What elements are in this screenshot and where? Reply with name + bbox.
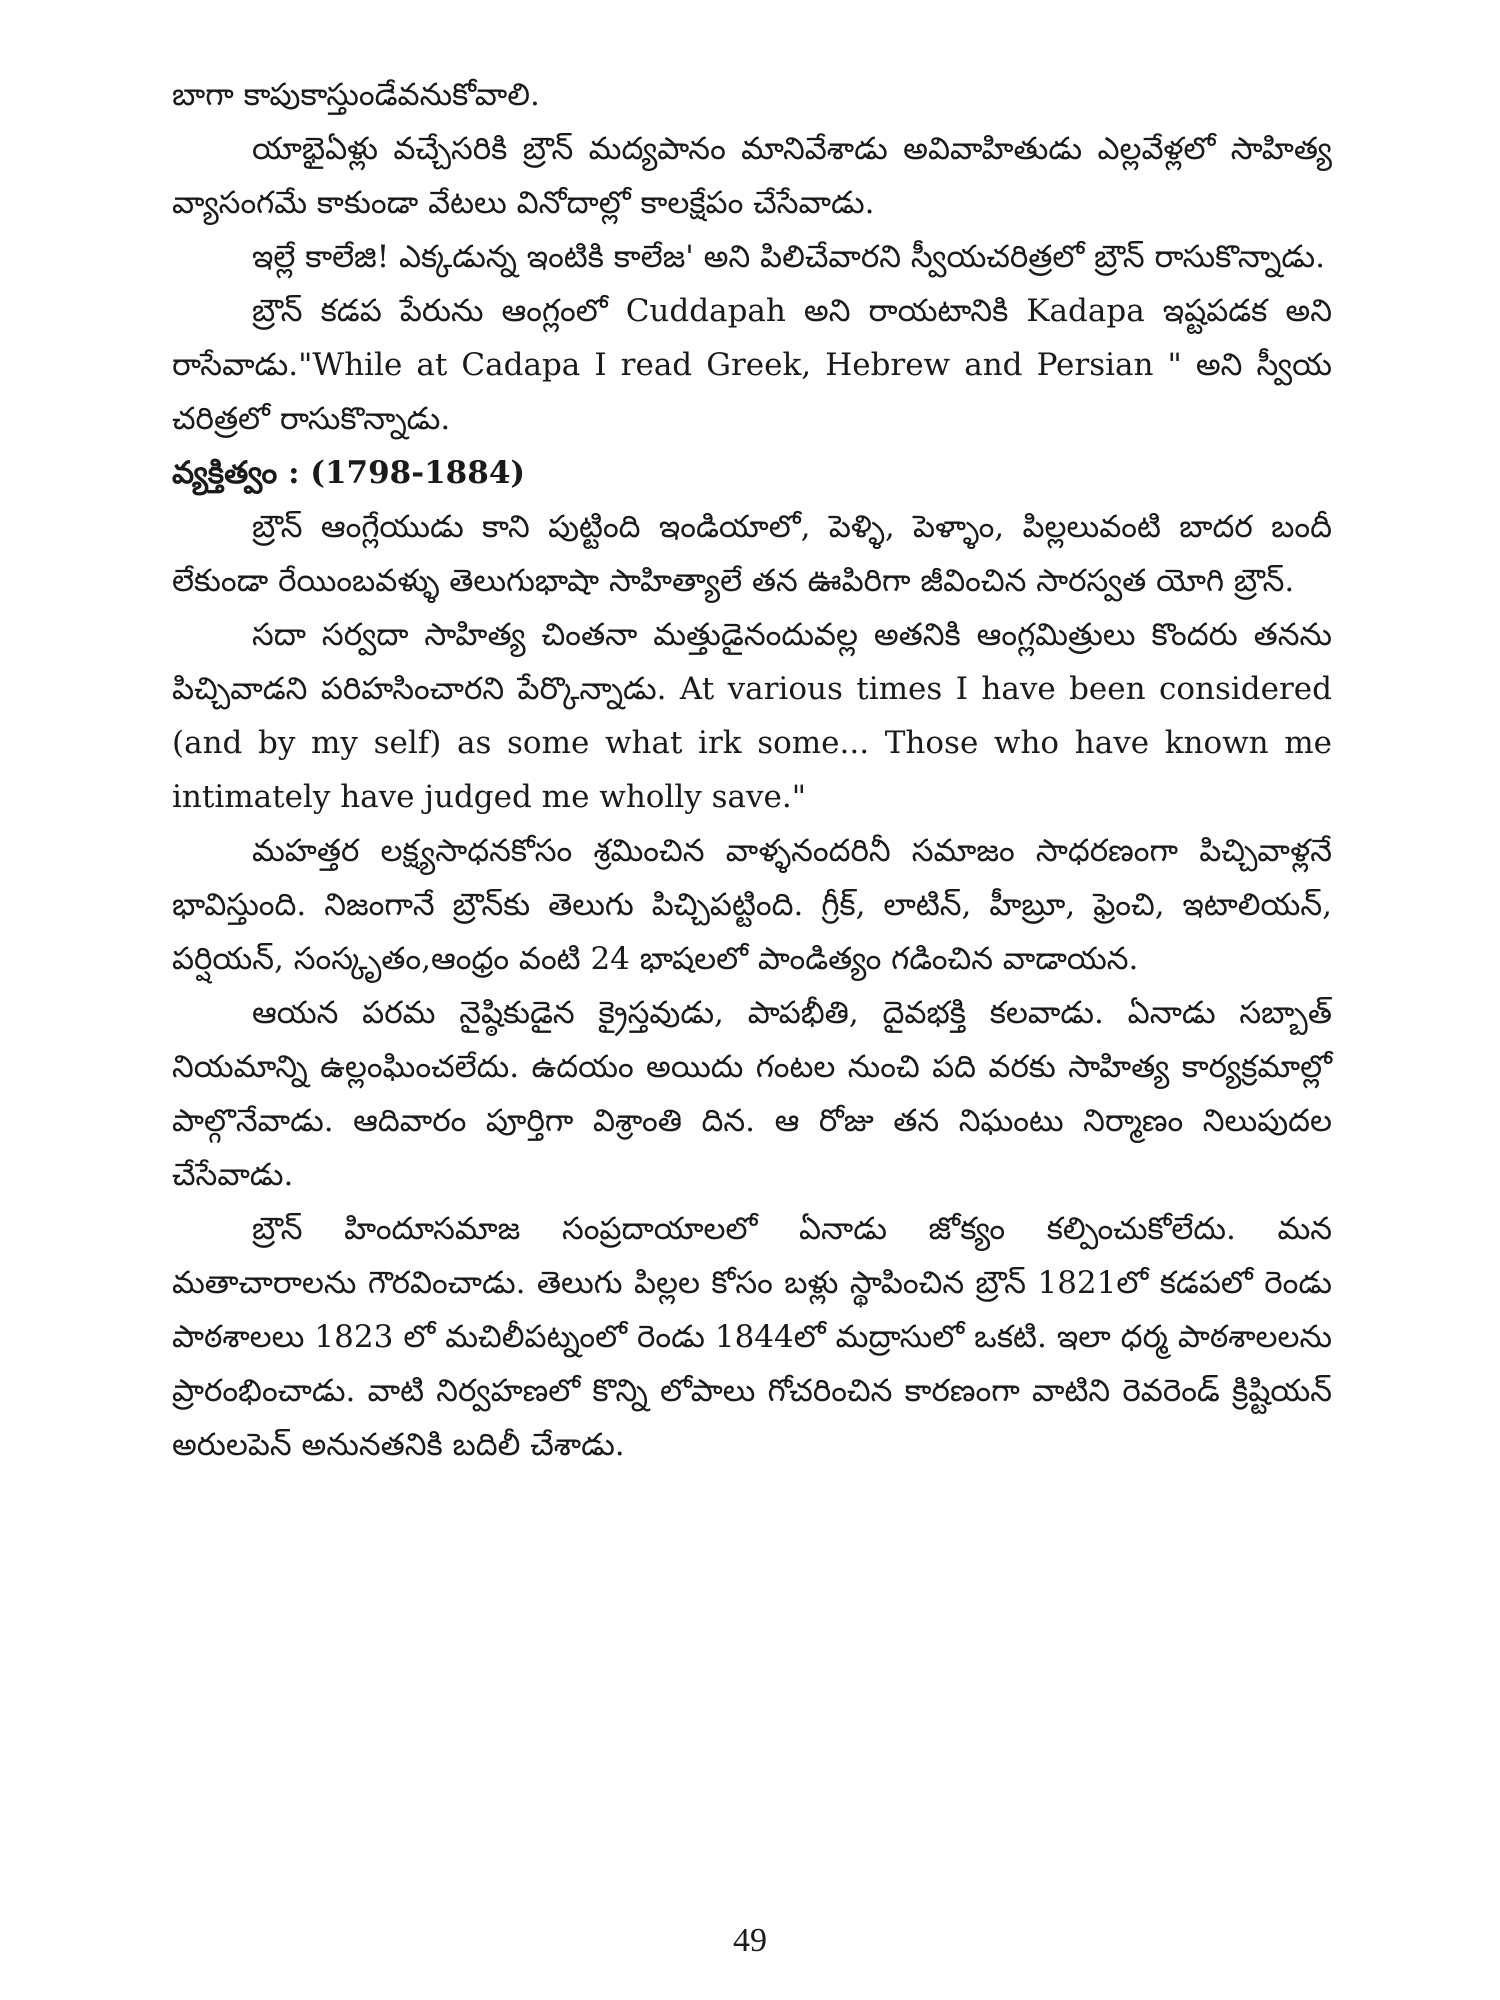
paragraph-continuation: బాగా కాపుకాస్తుండేవనుకోవాలి.: [172, 77, 540, 113]
section-heading: వ్యక్తిత్వం : (1798-1884): [172, 455, 526, 491]
paragraph-languages: మహత్తర లక్ష్యసాధనకోసం శ్రమించిన వాళ్ళనందరినీ సమాజం సాధరణంగా పిచ్చివాళ్లనే భావిస్తుంది. నిజంగానే బ్రౌన్‌కు తెలుగు పిచ్చిపట్టింది. గ్రీక్, లాటిన్, హీబ్రూ, ఫ్రెంచి, ఇటాలియన్, పర్షియన్, సంస్కృతం,ఆంధ్రం వంటి 24 భాషలలో పాండిత్యం గడించిన వాడాయన.: [172, 833, 1332, 977]
page-body: [172, 68, 1332, 1472]
paragraph-schools: బ్రౌన్ హిందూసమాజ సంప్రదాయాలలో ఏనాడు జోక్యం కల్పించుకోలేదు. మన మతాచారాలను గౌరవించాడు. తెలుగు పిల్లల కోసం బళ్లు స్థాపించిన బ్రౌన్ 1821లో కడపలో రెండు పాఠశాలలు 1823 లో మచిలీపట్నంలో రెండు 1844లో మద్రాసులో ఒకటి. ఇలా ధర్మ పాఠశాలలను ప్రారంభించాడు. వాటి నిర్వహణలో కొన్ని లోపాలు గోచరించిన కారణంగా వాటిని రెవరెండ్ క్రిష్టియన్ అరులపెన్ అనునతనికి బదిలీ చేశాడు.: [172, 1211, 1332, 1463]
paragraph-college: ఇల్లే కాలేజి! ఎక్కడున్న ఇంటికి కాలేజ' అని పిలిచేవారని స్వీయచరిత్రలో బ్రౌన్ రాసుకొన్నాడు.: [252, 239, 1325, 275]
paragraph-madman: సదా సర్వదా సాహిత్య చింతనా మత్తుడైనందువల్ల అతనికి ఆంగ్లమిత్రులు కొందరు తనను పిచ్చివాడని పరిహసించారని పేర్కొన్నాడు. At various times I have been considered (and by my self) as some what irk some... Those who have known me intimately have judged me wholly save.": [172, 617, 1332, 815]
paragraph-personality: బ్రౌన్ ఆంగ్లేయుడు కాని పుట్టింది ఇండియాలో, పెళ్ళి, పెళ్ళాం, పిల్లలువంటి బాదర బందీ లేకుండా రేయింబవళ్ళు తెలుగుభాషా సాహిత్యాలే తన ఊపిరిగా జీవించిన సారస్వత యోగి బ్రౌన్.: [172, 509, 1332, 599]
paragraph-drinking: యాభైఏళ్లు వచ్చేసరికి బ్రౌన్ మద్యపానం మానివేశాడు అవివాహితుడు ఎల్లవేళ్లలో సాహిత్య వ్యాసంగమే కాకుండా వేటలు వినోదాల్లో కాలక్షేపం చేసేవాడు.: [172, 131, 1332, 221]
page-number: 49: [733, 1922, 767, 1959]
paragraph-christian: ఆయన పరమ నైష్ఠికుడైన క్రైస్తవుడు, పాపభీతి, దైవభక్తి కలవాడు. ఏనాడు సబ్బాత్ నియమాన్ని ఉల్లంఘించలేదు. ఉదయం అయిదు గంటల నుంచి పది వరకు సాహిత్య కార్యక్రమాల్లో పాల్గొనేవాడు. ఆదివారం పూర్తిగా విశ్రాంతి దిన. ఆ రోజు తన నిఘంటు నిర్మాణం నిలుపుదల చేసేవాడు.: [172, 995, 1332, 1193]
paragraph-kadapa: బ్రౌన్ కడప పేరును ఆంగ్లంలో Cuddapah అని రాయటానికి Kadapa ఇష్టపడక అని రాసేవాడు."While at Cadapa I read Greek, Hebrew and Persian " అని స్వీయ చరిత్రలో రాసుకొన్నాడు.: [172, 293, 1332, 437]
